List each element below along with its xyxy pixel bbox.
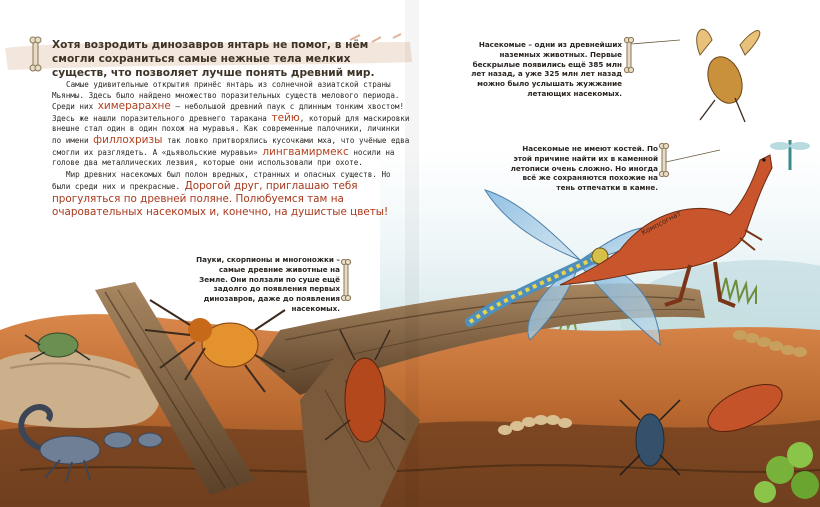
body-text-span: носили на голове два металлических лезвия, которые они использовали при охоте. xyxy=(52,147,395,168)
invitation-text: Дорогой друг, приглашаю тебя прогуляться по древней поляне. Полюбуемся там на очаровательных насекомых и, конечно, на душистые цветы! xyxy=(52,180,389,218)
body-text-span: — небольшой древний паук с длинным тонким хвостом! Здесь же нашли поразительного древнего таракана xyxy=(52,102,405,123)
bone-icon xyxy=(341,259,350,300)
body-text-span: , который для маскировки внешне стал один в один похож на муравья. Как современные палочники, личинки по имени xyxy=(52,113,410,145)
body-text-span: Мир древних насекомых был полон вредных, странных и опасных существ. Но были среди них и прекрасные. xyxy=(52,169,391,192)
callout-insects-ancient: Насекомые – одни из древнейших наземных животных. Первые бескрылые появились ещё 385 млн лет назад, а уже 325 млн лет назад можно было услышать жужжание летающих насекомых. xyxy=(471,40,622,98)
bone-icon xyxy=(624,37,633,72)
body-text-span: так ловко притворялись кусочками мха, что учёные едва смогли их разглядеть. А «дьявольские муравьи» xyxy=(52,135,410,157)
term-chimerarachne: химерарахне xyxy=(97,100,171,113)
callout-spiders: Пауки, скорпионы и многоножки – самые древние животные на Земле. Они ползали по суше ещё задолго до появления первых динозавров, даже до появления насекомых. xyxy=(196,255,340,313)
dino-label: Компсогнат xyxy=(640,209,683,238)
body-text-span: Самые удивительные открытия принёс янтарь из солнечной азиатской страны Мьянмы. Здесь было найдено множество поразительных существ мелового периода. Среди них xyxy=(52,80,400,112)
term-teyia: тейю xyxy=(271,111,300,124)
callout-no-bones: Насекомые не имеют костей. По этой причине найти их в каменной летописи очень сложно. Но иногда всё же сохраняются похожие на тень отпечатки в камне. xyxy=(510,144,658,193)
lead-paragraph: Хотя возродить динозавров янтарь не помог, в нём смогли сохраниться самые нежные тела мелких существ, что позволяет лучше понять древний мир. xyxy=(52,39,375,79)
body-paragraph-1 xyxy=(52,80,412,169)
body-paragraph-2 xyxy=(52,170,412,218)
term-linguamyrmex: лингвамирмекс xyxy=(262,145,349,158)
term-phyllochrysa: филлохризы xyxy=(93,133,163,146)
body-text xyxy=(52,80,412,219)
winged-insect-top xyxy=(697,29,760,122)
